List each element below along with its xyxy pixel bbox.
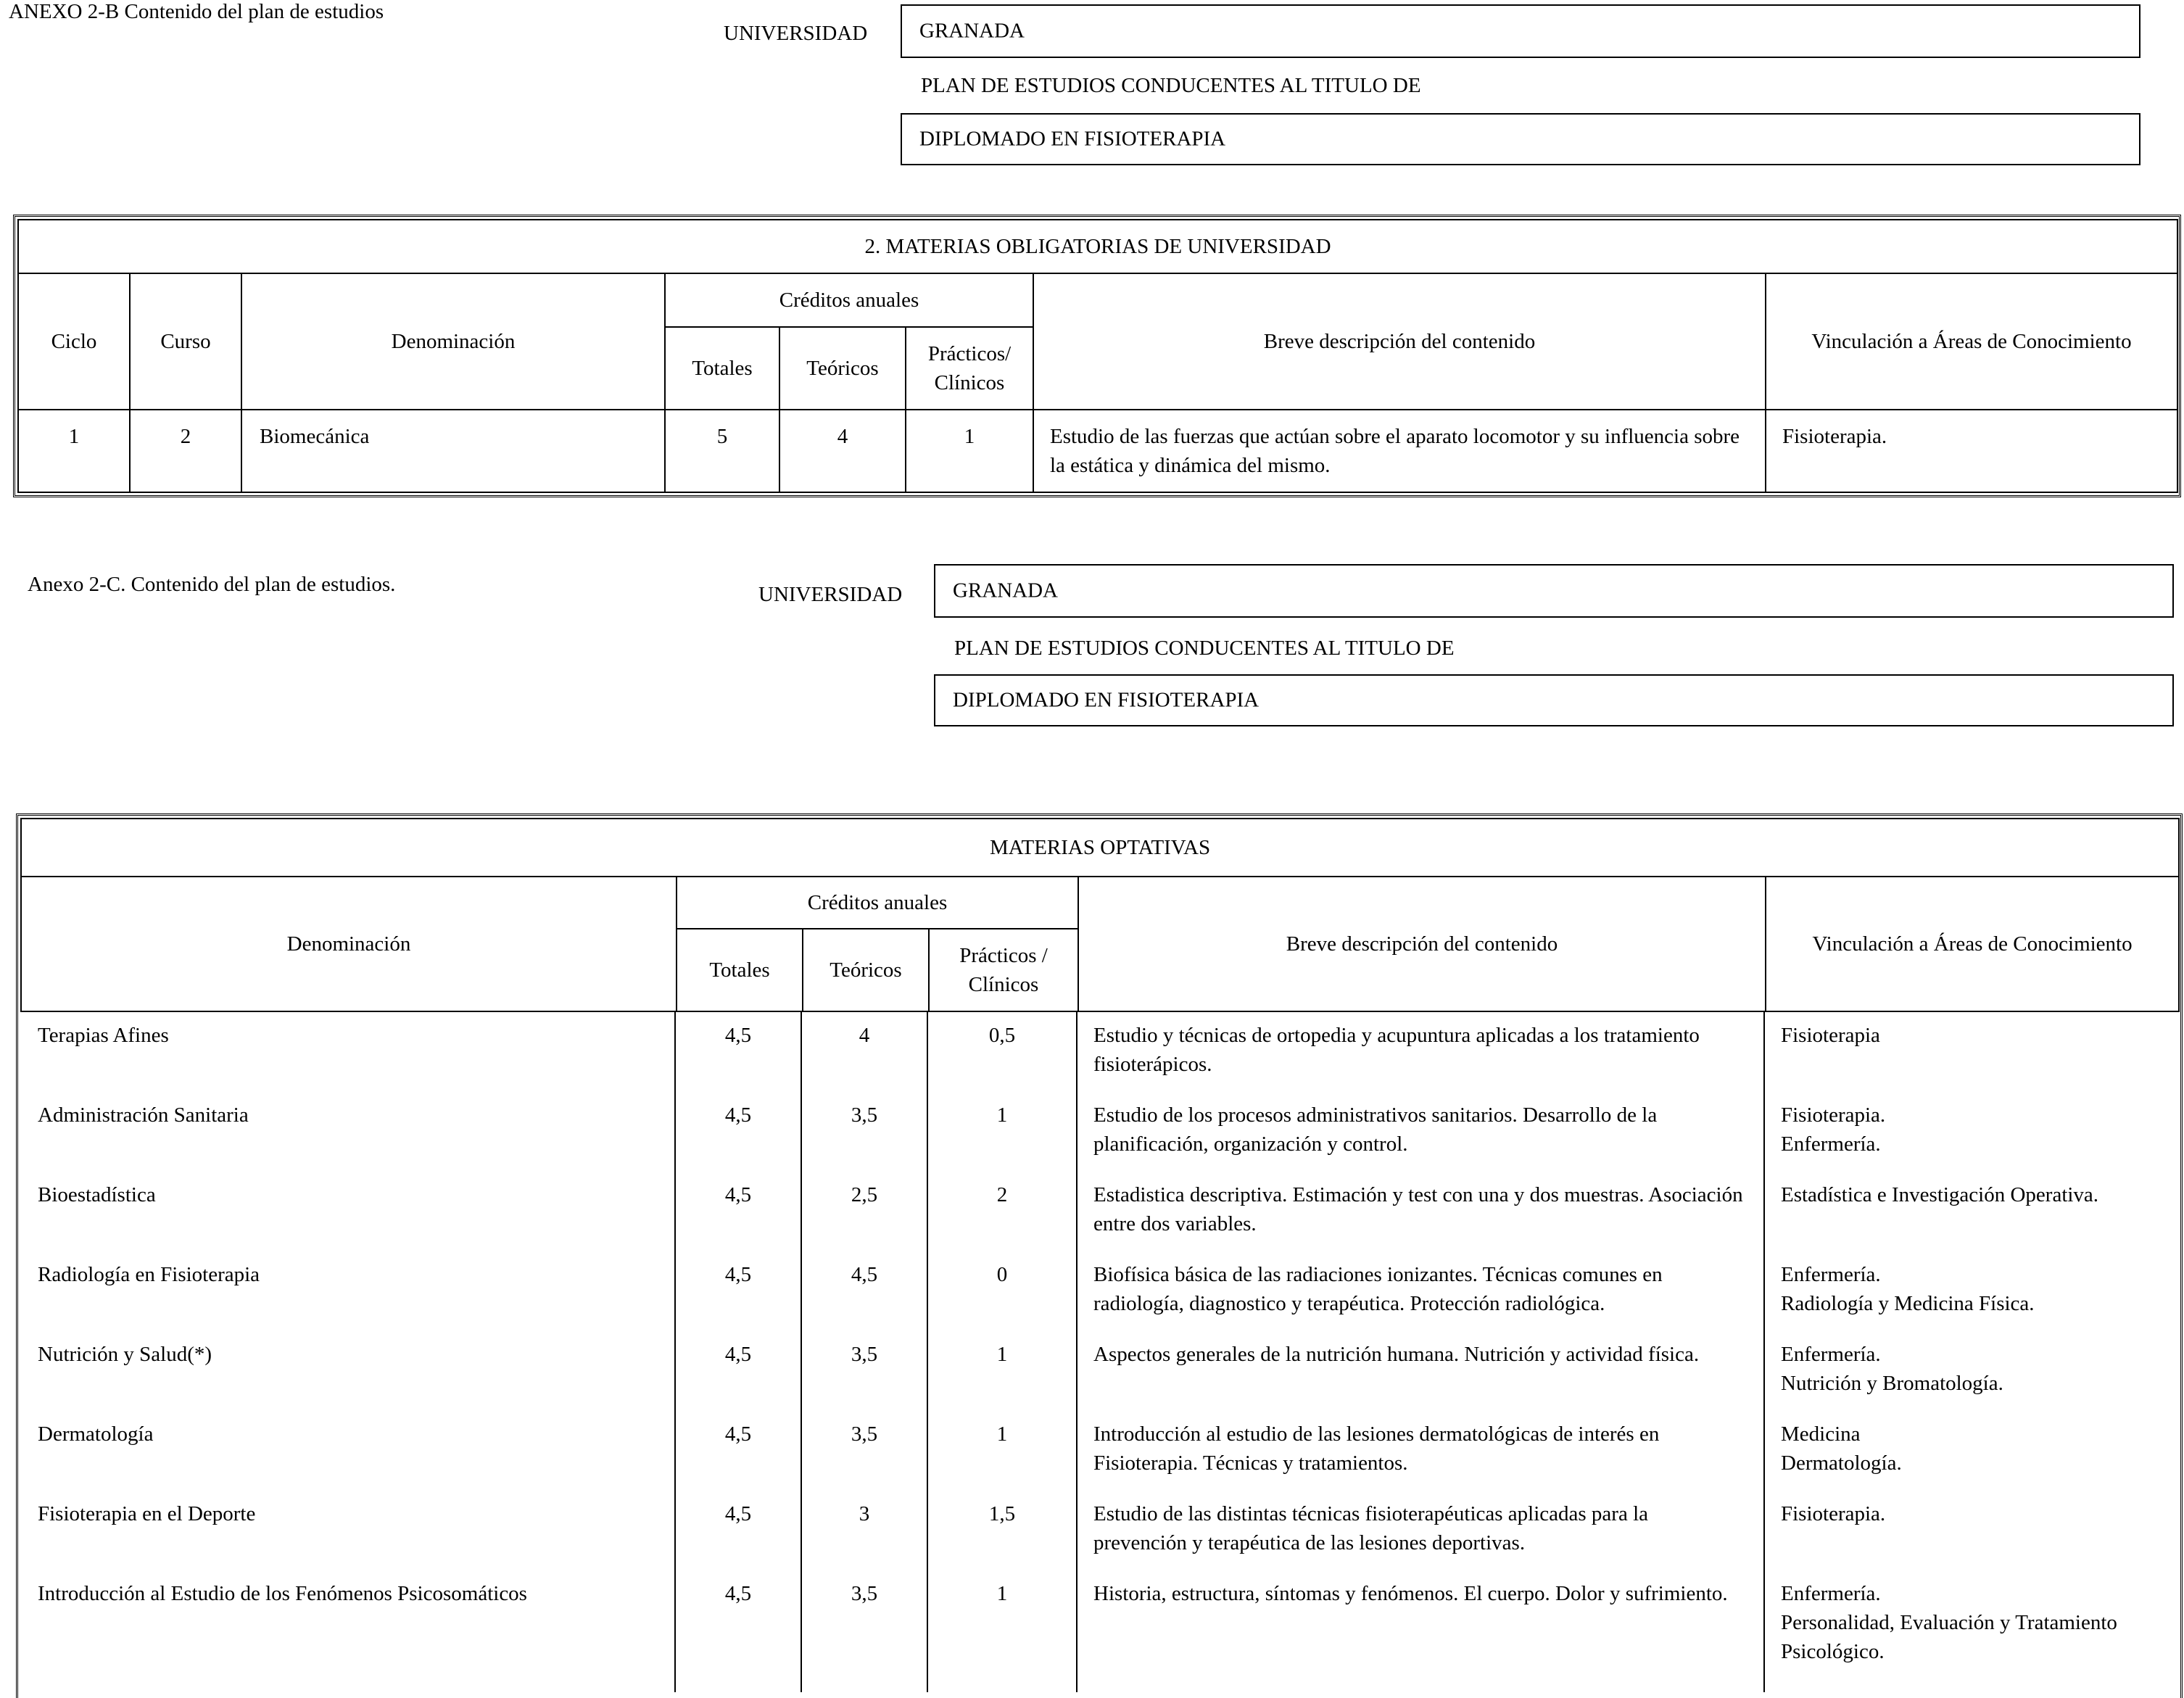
opt-row-totales: 4,5 <box>724 1343 752 1366</box>
row-areas: Fisioterapia. <box>1766 410 2177 492</box>
opt-row-totales: 4,5 <box>724 1422 752 1446</box>
opt-row-practicos: 2 <box>996 1183 1008 1206</box>
opt-header-areas: Vinculación a Áreas de Conocimiento <box>1766 877 2179 1011</box>
opt-header-denominacion: Denominación <box>21 877 677 1011</box>
row-totales: 5 <box>665 410 779 492</box>
degree-name-c: DIPLOMADO EN FISIOTERAPIA <box>953 688 1259 712</box>
opt-row-areas: Estadística e Investigación Operativa. <box>1781 1183 2099 1206</box>
opt-row-descripcion: Historia, estructura, síntomas y fenómenos. El cuerpo. Dolor y sufrimiento. <box>1093 1582 1728 1605</box>
opt-row-teoricos: 3,5 <box>851 1103 878 1127</box>
opt-row-descripcion: Estudio de los procesos administrativos sanitarios. Desarrollo de la planificación, organización y control. <box>1093 1103 1658 1156</box>
opt-row-areas: Fisioterapia <box>1781 1024 1880 1047</box>
university-label-c: UNIVERSIDAD <box>758 583 903 606</box>
col-divider <box>1763 1011 1765 1692</box>
opt-row-teoricos: 4,5 <box>851 1263 878 1286</box>
header-teoricos: Teóricos <box>779 327 906 410</box>
opt-row-descripcion: Aspectos generales de la nutrición humana. Nutrición y actividad física. <box>1093 1343 1700 1366</box>
opt-row-areas: Enfermería. Radiología y Medicina Física. <box>1781 1263 2035 1315</box>
opt-row-practicos: 0,5 <box>988 1024 1016 1047</box>
opt-row-denominacion: Nutrición y Salud(*) <box>38 1343 212 1366</box>
optativas-table <box>20 818 2180 1012</box>
opt-header-creditos: Créditos anuales <box>677 877 1078 929</box>
header-totales: Totales <box>665 327 779 410</box>
opt-row-practicos: 1,5 <box>988 1502 1016 1525</box>
obligatorias-title: 2. MATERIAS OBLIGATORIAS DE UNIVERSIDAD <box>18 220 2177 273</box>
university-label-b: UNIVERSIDAD <box>724 22 868 45</box>
university-box-c <box>934 564 2174 618</box>
opt-row-denominacion: Dermatología <box>38 1422 154 1446</box>
opt-row-totales: 4,5 <box>724 1183 752 1206</box>
header-denominacion: Denominación <box>241 273 665 410</box>
opt-header-practicos: Prácticos / Clínicos <box>929 929 1078 1011</box>
opt-row-descripcion: Estadistica descriptiva. Estimación y test con una y dos muestras. Asociación entre dos variables. <box>1093 1183 1743 1235</box>
opt-row-practicos: 1 <box>996 1582 1008 1605</box>
opt-row-areas: Medicina Dermatología. <box>1781 1422 1902 1475</box>
row-denominacion: Biomecánica <box>241 410 665 492</box>
opt-header-descripcion: Breve descripción del contenido <box>1078 877 1766 1011</box>
optativas-title: MATERIAS OPTATIVAS <box>21 819 2179 877</box>
degree-box-b <box>901 113 2140 165</box>
opt-row-totales: 4,5 <box>724 1024 752 1047</box>
university-name-c: GRANADA <box>953 579 1058 602</box>
header-descripcion: Breve descripción del contenido <box>1033 273 1766 410</box>
opt-row-totales: 4,5 <box>724 1103 752 1127</box>
opt-row-denominacion: Administración Sanitaria <box>38 1103 249 1127</box>
opt-row-denominacion: Fisioterapia en el Deporte <box>38 1502 256 1525</box>
opt-row-denominacion: Introducción al Estudio de los Fenómenos Psicosomáticos <box>38 1582 527 1605</box>
opt-row-teoricos: 3 <box>859 1502 870 1525</box>
header-areas: Vinculación a Áreas de Conocimiento <box>1766 273 2177 410</box>
opt-row-teoricos: 3,5 <box>851 1422 878 1446</box>
row-teoricos: 4 <box>779 410 906 492</box>
opt-row-descripcion: Introducción al estudio de las lesiones dermatológicas de interés en Fisioterapia. Técnicas y tratamientos. <box>1093 1422 1660 1475</box>
header-practicos: Prácticos/ Clínicos <box>906 327 1033 410</box>
annex-c-label: Anexo 2-C. Contenido del plan de estudios. <box>28 573 396 596</box>
opt-row-teoricos: 2,5 <box>851 1183 878 1206</box>
opt-header-totales: Totales <box>677 929 803 1011</box>
opt-row-areas: Fisioterapia. <box>1781 1502 1886 1525</box>
opt-row-practicos: 1 <box>996 1422 1008 1446</box>
degree-name-b: DIPLOMADO EN FISIOTERAPIA <box>919 127 1226 151</box>
opt-header-teoricos: Teóricos <box>803 929 929 1011</box>
opt-row-practicos: 1 <box>996 1103 1008 1127</box>
opt-row-denominacion: Terapias Afines <box>38 1024 169 1047</box>
opt-row-teoricos: 3,5 <box>851 1343 878 1366</box>
plan-label-c: PLAN DE ESTUDIOS CONDUCENTES AL TITULO DE <box>954 637 1455 660</box>
obligatorias-table <box>17 219 2178 493</box>
opt-row-practicos: 0 <box>996 1263 1008 1286</box>
opt-row-practicos: 1 <box>996 1343 1008 1366</box>
opt-row-teoricos: 3,5 <box>851 1582 878 1605</box>
row-ciclo: 1 <box>18 410 130 492</box>
opt-row-areas: Fisioterapia. Enfermería. <box>1781 1103 1886 1156</box>
header-curso: Curso <box>130 273 241 410</box>
degree-box-c <box>934 674 2174 726</box>
plan-label-b: PLAN DE ESTUDIOS CONDUCENTES AL TITULO DE <box>921 74 1421 97</box>
university-box-b <box>901 4 2140 58</box>
opt-row-descripcion: Estudio de las distintas técnicas fisioterapéuticas aplicadas para la prevención y terapéutica de las lesiones deportivas. <box>1093 1502 1649 1554</box>
opt-row-totales: 4,5 <box>724 1582 752 1605</box>
opt-row-denominacion: Bioestadística <box>38 1183 156 1206</box>
row-practicos: 1 <box>906 410 1033 492</box>
header-ciclo: Ciclo <box>18 273 130 410</box>
col-divider <box>1076 1011 1077 1692</box>
optativas-rows <box>20 1011 2178 1692</box>
opt-row-areas: Enfermería. Personalidad, Evaluación y Tratamiento Psicológico. <box>1781 1582 2117 1663</box>
opt-row-denominacion: Radiología en Fisioterapia <box>38 1263 260 1286</box>
opt-row-areas: Enfermería. Nutrición y Bromatología. <box>1781 1343 2003 1395</box>
row-curso: 2 <box>130 410 241 492</box>
header-creditos: Créditos anuales <box>665 273 1033 327</box>
annex-b-label: ANEXO 2-B Contenido del plan de estudios <box>9 0 384 23</box>
opt-row-totales: 4,5 <box>724 1263 752 1286</box>
opt-row-totales: 4,5 <box>724 1502 752 1525</box>
opt-row-teoricos: 4 <box>859 1024 870 1047</box>
row-descripcion: Estudio de las fuerzas que actúan sobre el aparato locomotor y su influencia sobre la estática y dinámica del mismo. <box>1033 410 1766 492</box>
opt-row-descripcion: Estudio y técnicas de ortopedia y acupuntura aplicadas a los tratamiento fisioterápicos. <box>1093 1024 1700 1076</box>
opt-row-descripcion: Biofísica básica de las radiaciones ionizantes. Técnicas comunes en radiología, diagnostico y terapéutica. Protección radiológica. <box>1093 1263 1663 1315</box>
university-name-b: GRANADA <box>919 19 1025 43</box>
